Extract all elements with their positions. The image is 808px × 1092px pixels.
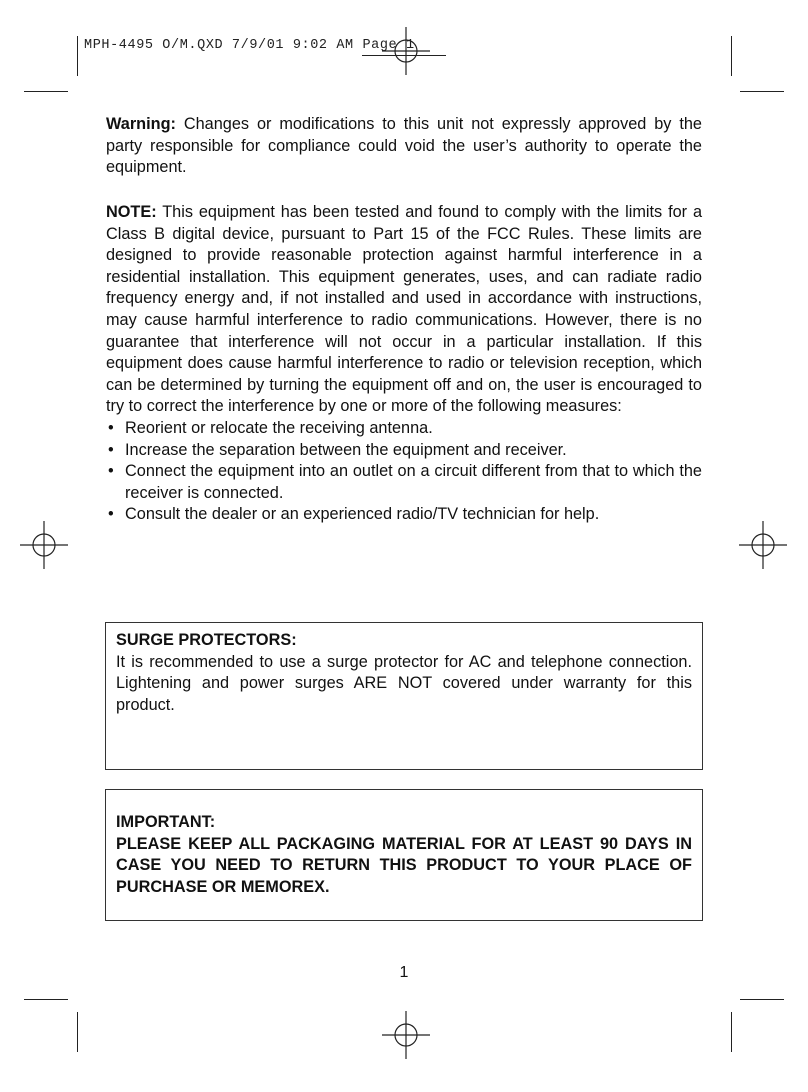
registration-mark-top-icon xyxy=(382,27,430,75)
important-box xyxy=(105,789,703,921)
crop-mark-bottom-right-horizontal xyxy=(740,999,784,1000)
warning-paragraph xyxy=(106,114,702,179)
crop-mark-top-left-vertical xyxy=(77,36,78,76)
crop-mark-bottom-right-vertical xyxy=(731,1012,732,1052)
crop-mark-top-left-horizontal xyxy=(24,91,68,92)
crop-mark-top-right-vertical xyxy=(731,36,732,76)
warning-text: Changes or modifications to this unit not expressly approved by the party responsible for compliance could void the user’s authority to operate the equipment. xyxy=(106,115,702,177)
registration-mark-left-icon xyxy=(20,521,68,569)
registration-mark-bottom-icon xyxy=(382,1011,430,1059)
crop-mark-bottom-left-horizontal xyxy=(24,999,68,1000)
crop-mark-bottom-left-vertical xyxy=(77,1012,78,1052)
note-label: NOTE: xyxy=(106,203,157,221)
registration-mark-right-icon xyxy=(739,521,787,569)
page-number: 1 xyxy=(399,964,409,981)
list-item: • Increase the separation between the equipment and receiver. xyxy=(106,440,702,462)
note-text: This equipment has been tested and found to comply with the limits for a Class B digital device, pursuant to Part 15 of the FCC Rules. These limits are designed to provide reasonable protection against harmful interference in a residential installation. This equipment generates, uses, and can radiate radio frequency energy and, if not installed and used in accordance with instructions, may cause harmful interference to radio communications. However, there is no guarantee that interference will not occur in a particular installation. If this equipment does cause harmful interference to radio or television reception, which can be determined by turning the equipment off and on, the user is encouraged to try to correct the interference by one or more of the following measures: xyxy=(106,203,702,416)
surge-title: SURGE PROTECTORS: xyxy=(116,631,297,649)
interference-measures-list xyxy=(106,418,702,526)
list-item: • Reorient or relocate the receiving antenna. xyxy=(106,418,702,440)
fcc-note-section xyxy=(106,202,702,526)
warning-section xyxy=(106,114,702,179)
note-paragraph xyxy=(106,202,702,418)
important-text: PLEASE KEEP ALL PACKAGING MATERIAL FOR AT LEAST 90 DAYS IN CASE YOU NEED TO RETURN THIS PRODUCT TO YOUR PLACE OF PURCHASE OR MEMOREX. xyxy=(116,834,692,896)
crop-mark-top-right-horizontal xyxy=(740,91,784,92)
surge-protectors-box xyxy=(105,622,703,770)
list-item: • Consult the dealer or an experienced radio/TV technician for help. xyxy=(106,504,702,526)
print-slug: MPH-4495 O/M.QXD 7/9/01 9:02 AM Page 1 xyxy=(84,38,415,53)
warning-label: Warning: xyxy=(106,115,176,133)
surge-text: It is recommended to use a surge protector for AC and telephone connection. Lightening and power surges ARE NOT covered under warranty for this product. xyxy=(116,652,692,714)
list-item: • Connect the equipment into an outlet on a circuit different from that to which the receiver is connected. xyxy=(106,461,702,504)
important-title: IMPORTANT: xyxy=(116,813,216,831)
